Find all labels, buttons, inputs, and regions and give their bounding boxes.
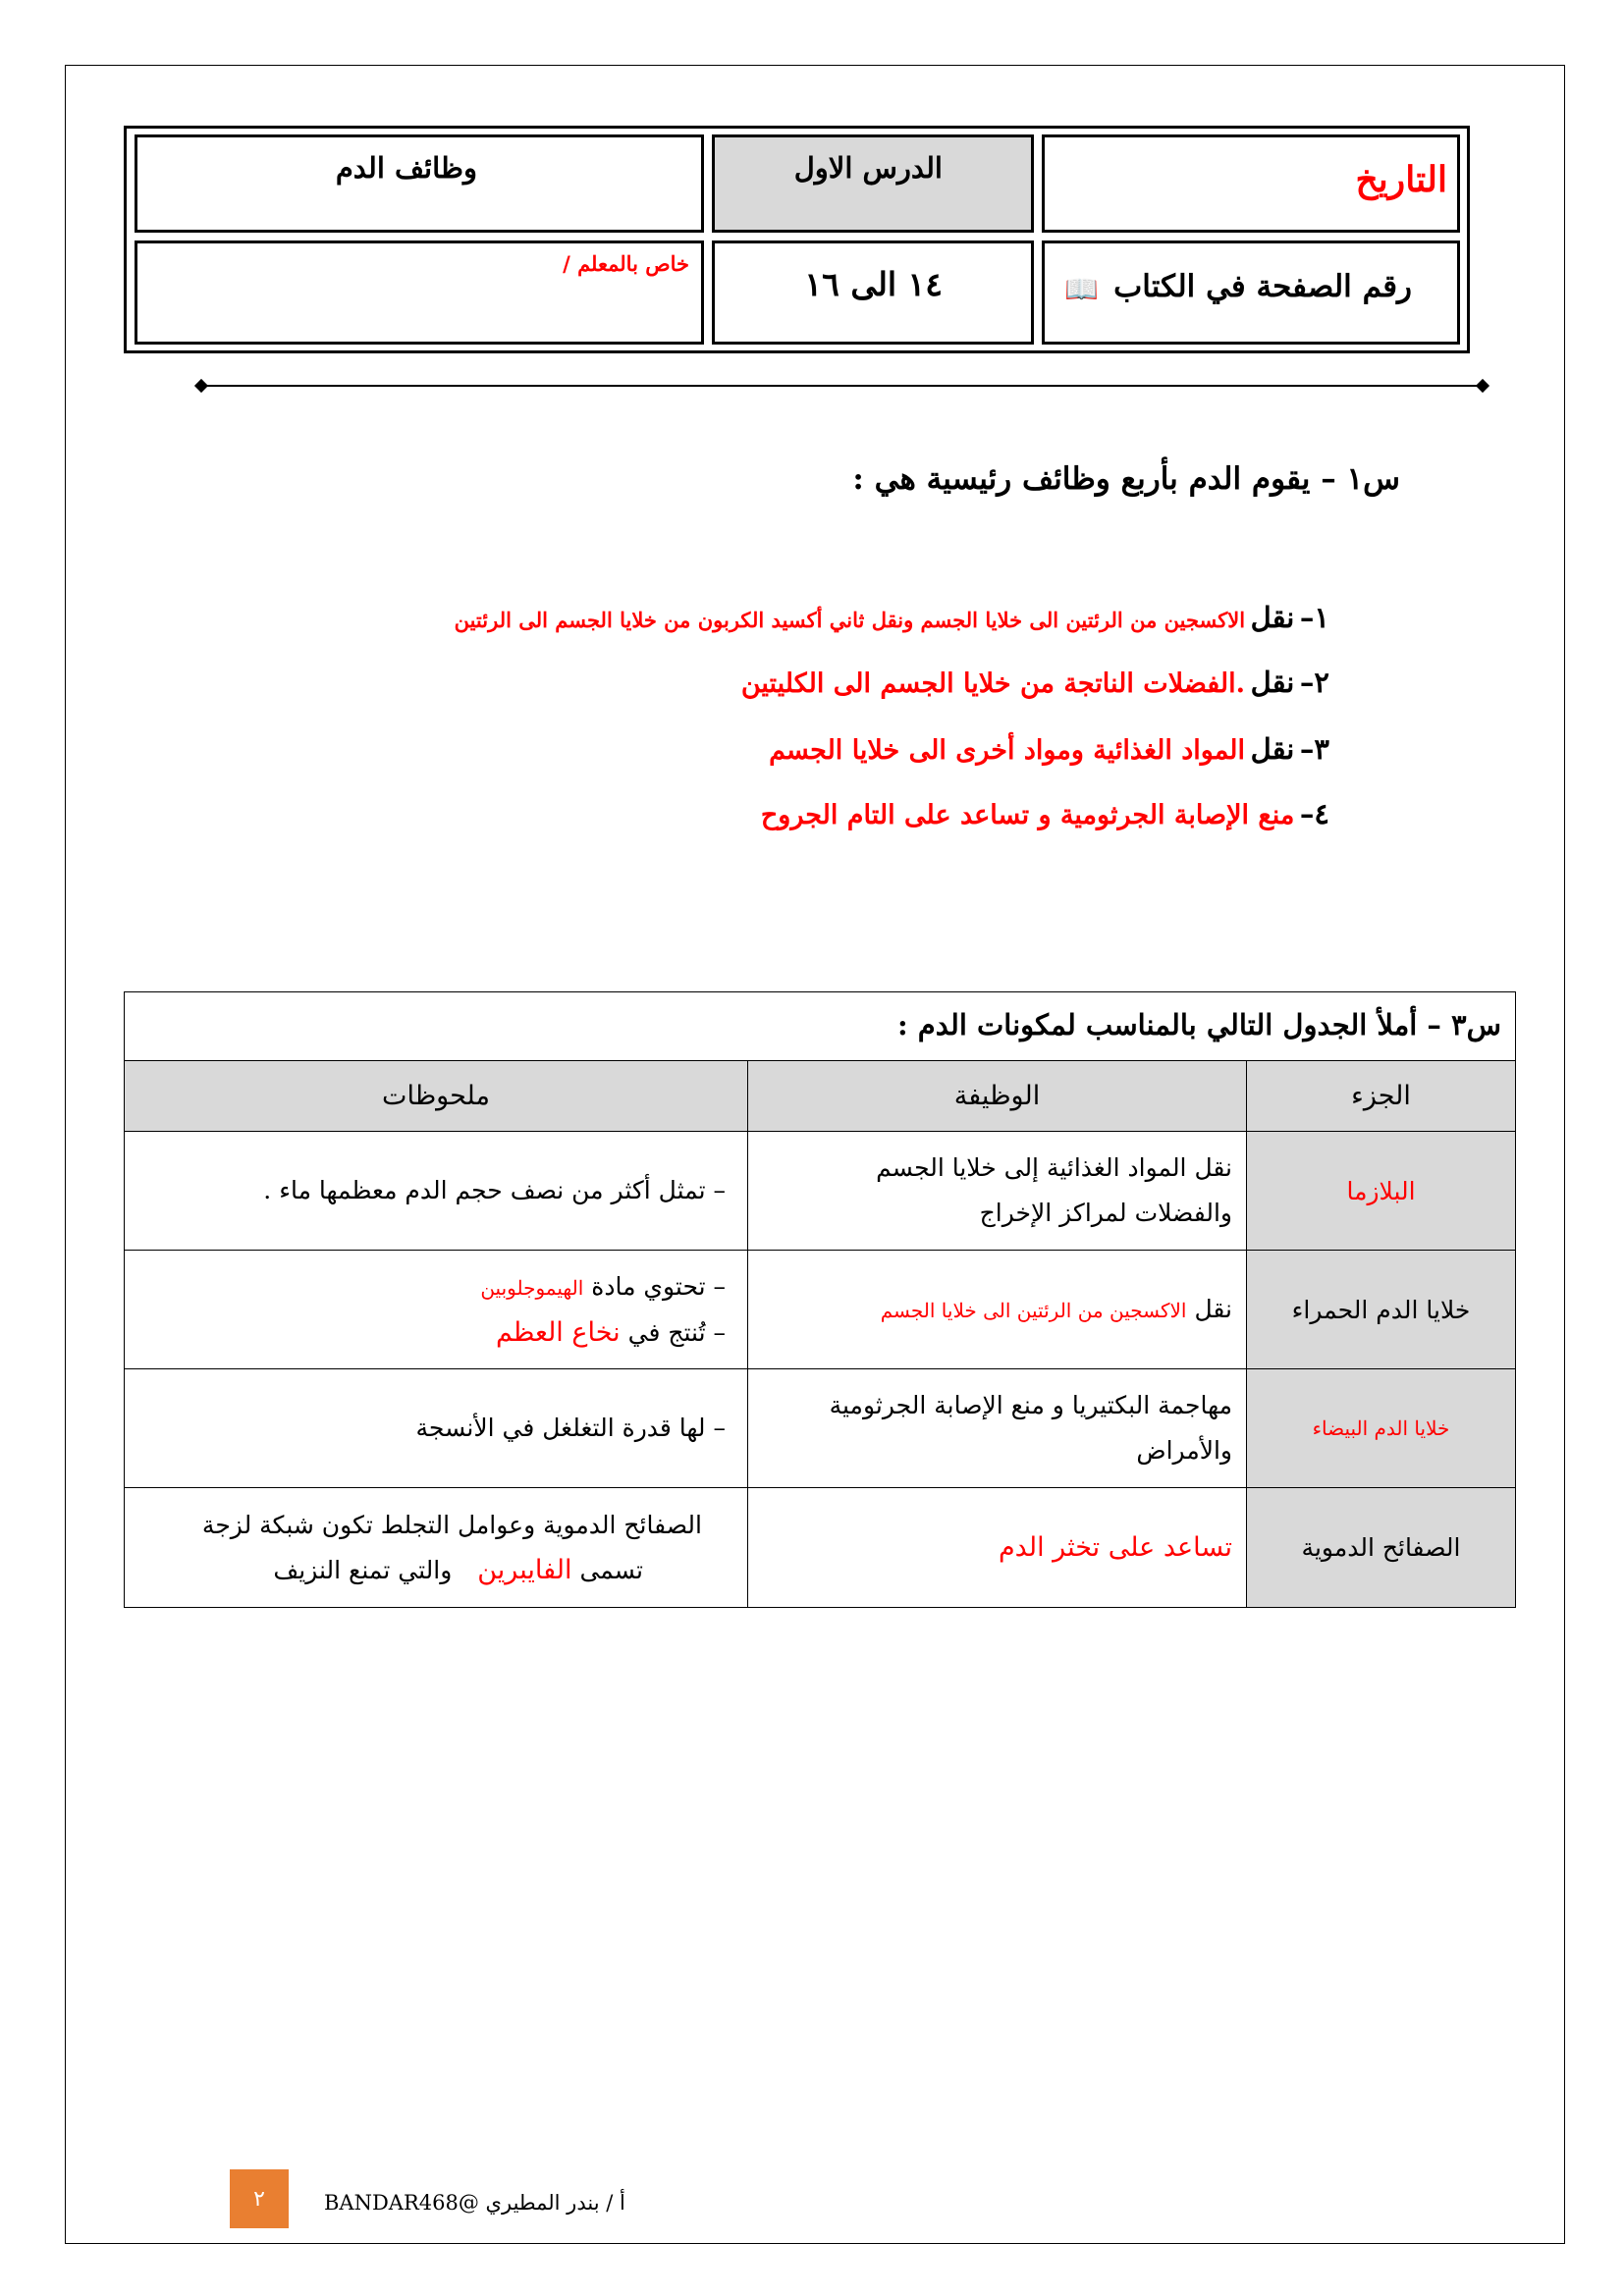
- notes-red-cells: [125, 1251, 747, 1369]
- notes-platelets: [125, 1488, 747, 1607]
- text-line: الصفائح الدموية وعوامل التجلط تكون شبكة لزجة: [201, 1510, 702, 1539]
- footer-author: أ / بندر المطيري @BANDAR468: [324, 2191, 625, 2215]
- item-prefix: نقل: [1250, 732, 1295, 766]
- date-label: التاريخ: [1355, 159, 1447, 200]
- note-answer: الهيموجلوبين: [480, 1275, 584, 1300]
- part-platelets: الصفائح الدموية: [1246, 1488, 1515, 1607]
- text-line: – لها قدرة التغلغل في الأنسجة: [415, 1414, 726, 1442]
- item-number: ٤–: [1299, 797, 1329, 830]
- text-line: تساعد على تخثر الدم: [998, 1531, 1232, 1563]
- function-white-cells: [747, 1369, 1246, 1488]
- note-answer: نخاع العظم: [495, 1316, 621, 1348]
- question-1: س١ – يقوم الدم بأربع وظائف رئيسية هي :: [852, 461, 1400, 497]
- note-prefix: – تحتوي مادة: [591, 1271, 726, 1301]
- lesson-header-table: [124, 126, 1470, 353]
- page-range-cell: [712, 240, 1034, 345]
- text-line: والأمراض: [1136, 1436, 1232, 1465]
- function-platelets: [747, 1488, 1246, 1607]
- text-line: [125, 1548, 702, 1593]
- item-answer: الاكسجين من الرئتين الى خلايا الجسم ونقل ثاني أكسيد الكربون من خلايا الجسم الى الرئتين: [454, 608, 1246, 632]
- header-notes: ملحوظات: [125, 1061, 747, 1132]
- note-suffix: والتي تمنع النزيف: [273, 1555, 453, 1584]
- item-answer: منع الإصابة الجرثومية و تساعد على التام الجروح: [760, 800, 1295, 830]
- answer-item-4: [761, 797, 1329, 830]
- lesson-cell: [712, 134, 1034, 233]
- item-number: ٢–: [1299, 666, 1329, 699]
- item-prefix: نقل: [1250, 666, 1295, 699]
- table-title-row: [125, 992, 1515, 1061]
- lesson-label: الدرس الاول: [793, 151, 943, 185]
- notes-white-cells: [125, 1369, 747, 1488]
- text-line: [125, 1310, 726, 1356]
- text-line: – تمثل أكثر من نصف حجم الدم معظمها ماء .: [263, 1176, 726, 1204]
- text-line: مهاجمة البكتيريا و منع الإصابة الجرثومية: [829, 1391, 1232, 1419]
- item-answer: .الفضلات الناتجة من خلايا الجسم الى الكليتين: [740, 668, 1246, 699]
- part-plasma: البلازما: [1246, 1132, 1515, 1251]
- function-plasma: [747, 1132, 1246, 1251]
- question-3: س٣ – أملأ الجدول التالي بالمناسب لمكونات الدم :: [897, 1008, 1501, 1041]
- teacher-cell: [135, 240, 704, 345]
- function-prefix: نقل: [1194, 1294, 1232, 1323]
- blood-components-table: [124, 991, 1516, 1608]
- item-prefix: نقل: [1250, 601, 1295, 634]
- item-number: ٣–: [1299, 732, 1329, 766]
- notes-plasma: [125, 1132, 747, 1251]
- answer-item-3: [769, 732, 1329, 766]
- note-answer: الفايبرين: [477, 1554, 572, 1585]
- page-range: ١٤ الى ١٦: [804, 265, 943, 303]
- item-number: ١–: [1299, 601, 1329, 634]
- separator-line: [200, 385, 1483, 387]
- part-red-cells: خلايا الدم الحمراء: [1246, 1251, 1515, 1369]
- answer-item-1: [455, 601, 1329, 634]
- text-line: [125, 1264, 726, 1310]
- lesson-title-cell: [135, 134, 704, 233]
- part-white-cells: خلايا الدم البيضاء: [1246, 1369, 1515, 1488]
- page-number: ٢: [230, 2169, 289, 2228]
- function-red-cells: [747, 1251, 1246, 1369]
- book-page-label: رقم الصفحة في الكتاب: [1113, 269, 1412, 304]
- header-part: الجزء: [1246, 1061, 1515, 1132]
- text-line: [748, 1287, 1232, 1333]
- note-prefix: تسمى: [579, 1555, 643, 1584]
- book-page-cell: [1042, 240, 1460, 345]
- item-answer: المواد الغذائية ومواد أخرى الى خلايا الجسم: [769, 735, 1246, 766]
- text-line: نقل المواد الغذائية إلى خلايا الجسم: [876, 1153, 1232, 1182]
- lesson-title: وظائف الدم: [335, 151, 477, 185]
- book-icon: 📖: [1064, 273, 1099, 305]
- date-cell: [1042, 134, 1460, 233]
- teacher-label: خاص بالمعلم /: [563, 251, 689, 276]
- note-prefix: – تُنتج في: [627, 1317, 726, 1347]
- answer-item-2: [741, 666, 1329, 699]
- header-function: الوظيفة: [747, 1061, 1246, 1132]
- function-answer: الاكسجين من الرئتين الى خلايا الجسم: [880, 1298, 1187, 1322]
- text-line: والفضلات لمراكز الإخراج: [979, 1199, 1232, 1227]
